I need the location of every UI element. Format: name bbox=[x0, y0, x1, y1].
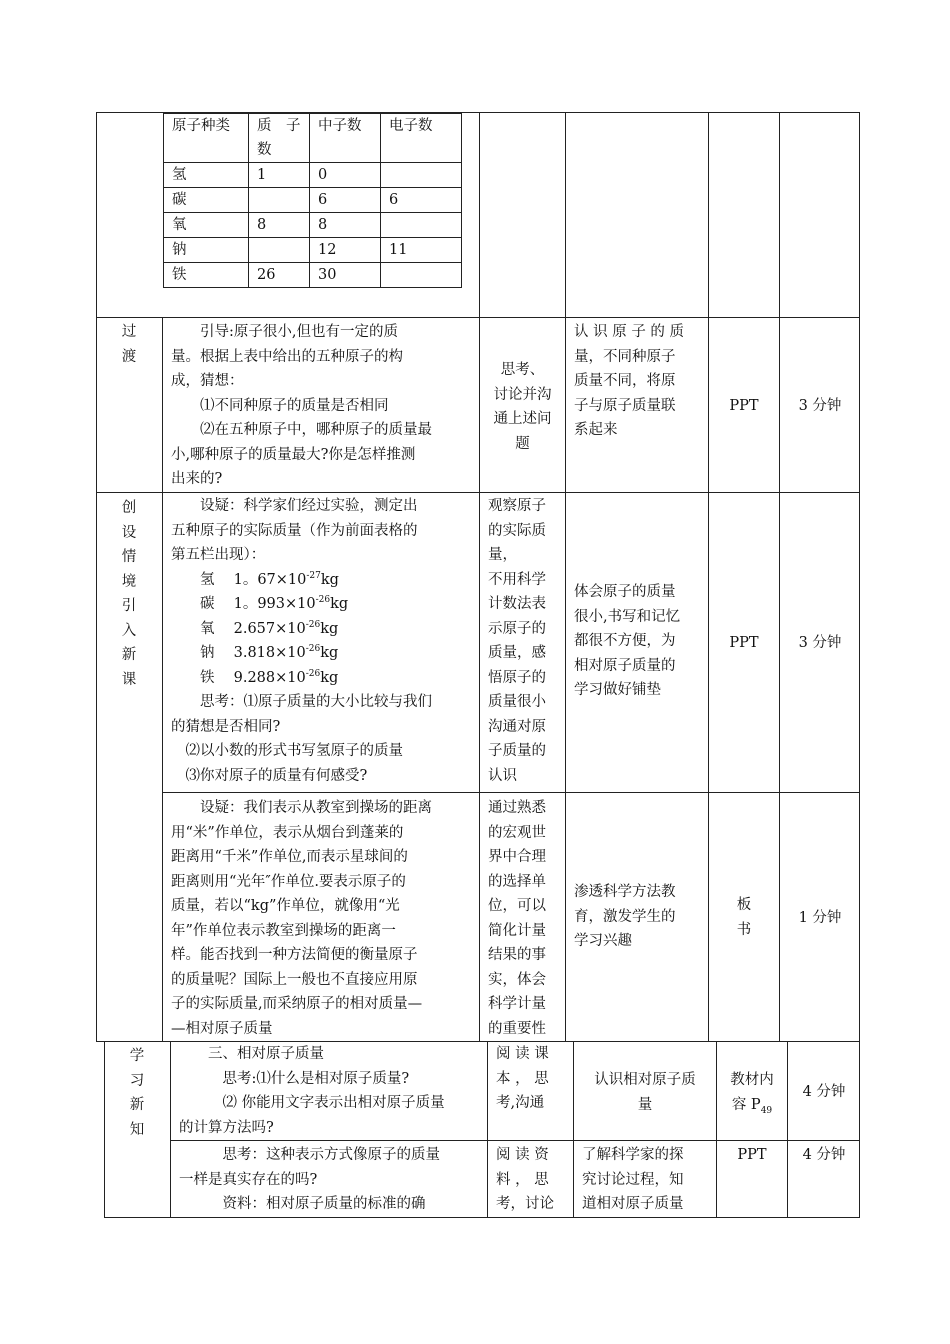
purpose-line: 学习做好铺垫 bbox=[574, 682, 661, 698]
mass-line bbox=[171, 592, 476, 617]
mass-line bbox=[171, 617, 476, 642]
atom-table-cell: 12 bbox=[310, 238, 381, 263]
atom-table-cell: 钠 bbox=[164, 238, 249, 263]
student-line: 本 ， 思 bbox=[496, 1070, 549, 1087]
atom-table-row bbox=[164, 213, 462, 238]
sheyi-purpose bbox=[574, 880, 706, 954]
mass-element: 碳 bbox=[200, 596, 215, 612]
xuexi-student bbox=[496, 1042, 570, 1116]
xuexi-purpose bbox=[574, 1068, 716, 1117]
atom-table-cell bbox=[381, 163, 462, 188]
mass-line bbox=[171, 641, 476, 666]
guodu-media: PPT bbox=[729, 398, 759, 414]
purpose-line: 体会原子的质量 bbox=[574, 584, 676, 600]
student-line: 的选择单 bbox=[488, 873, 546, 890]
content-line: 小,哪种原子的质量最大?你是怎样推测 bbox=[171, 446, 416, 463]
purpose-line: 道相对原子质量 bbox=[582, 1196, 684, 1212]
lower-col-divider-stage bbox=[170, 1042, 171, 1218]
student-line: 沟通对原 bbox=[488, 718, 546, 735]
mass-value: 2.657×10 bbox=[233, 620, 306, 637]
mass-unit: kg bbox=[320, 620, 339, 637]
mass-unit: kg bbox=[320, 571, 339, 588]
atom-table-cell: 8 bbox=[249, 213, 310, 238]
mass-exponent: -27 bbox=[306, 570, 321, 581]
mass-exponent: -26 bbox=[305, 619, 321, 630]
stage-char: 创 bbox=[121, 500, 137, 516]
student-line: 位，可以 bbox=[488, 898, 546, 914]
mass-element: 氢 bbox=[200, 571, 215, 588]
purpose-line: 质量不同，将原 bbox=[574, 373, 676, 389]
lower-row-divider bbox=[170, 1140, 860, 1141]
content-line: 量。根据上表中给出的五种原子的构 bbox=[171, 348, 403, 365]
student-line: 不用科学 bbox=[488, 571, 546, 588]
student-line: 结果的事 bbox=[488, 947, 546, 963]
page-number: 49 bbox=[760, 1105, 773, 1116]
media-line bbox=[717, 1093, 787, 1118]
atom-table-header-cell: 原子种类 bbox=[164, 114, 249, 163]
purpose-line: 量，不同种原子 bbox=[574, 348, 676, 365]
media-sub-prefix: 容 P bbox=[731, 1096, 761, 1113]
student-line: 量， bbox=[488, 547, 517, 563]
stage-label-xuexi bbox=[125, 1044, 149, 1142]
purpose-line: 量 bbox=[637, 1096, 653, 1113]
chuangshe-content bbox=[171, 494, 476, 788]
sheyi-media bbox=[709, 893, 779, 942]
student-line: 题 bbox=[515, 435, 530, 452]
student-line: 料 ， 思 bbox=[496, 1171, 549, 1188]
atom-table-cell bbox=[381, 213, 462, 238]
atom-table-cell: 8 bbox=[310, 213, 381, 238]
col-divider-content bbox=[479, 112, 480, 1042]
guodu-time: 3 分钟 bbox=[798, 398, 842, 414]
student-line: 界中合理 bbox=[488, 849, 546, 865]
stage-char: 引 bbox=[121, 598, 137, 614]
xuexi2-purpose bbox=[582, 1143, 714, 1217]
mass-unit: kg bbox=[330, 596, 349, 612]
col-divider-media bbox=[779, 112, 780, 1042]
media-line: 板 bbox=[736, 897, 752, 913]
atom-table-header bbox=[164, 114, 462, 163]
stage-char: 入 bbox=[121, 622, 137, 639]
atom-table-row bbox=[164, 238, 462, 263]
content-line: 成，猜想： bbox=[171, 373, 244, 389]
student-line: 质量很小 bbox=[488, 694, 546, 710]
atom-table-header-cell: 质 子数 bbox=[249, 114, 310, 163]
mass-value: 1。67×10 bbox=[233, 571, 307, 588]
content-line: —相对原子质量 bbox=[171, 1020, 273, 1037]
xuexi2-content bbox=[179, 1143, 484, 1217]
purpose-line: 渗透科学方法教 bbox=[574, 884, 676, 900]
atom-table-row bbox=[164, 188, 462, 213]
student-line: 思考、 bbox=[500, 362, 545, 378]
stage-char: 新 bbox=[129, 1097, 145, 1113]
content-line: 质量，若以“kg”作单位，就像用“光 bbox=[171, 898, 400, 914]
student-line: 悟原子的 bbox=[488, 669, 546, 686]
guodu-purpose bbox=[574, 320, 704, 443]
content-line: 距离用“千米”作单位,而表示星球间的 bbox=[171, 849, 408, 865]
stage-label-chuangshe bbox=[117, 496, 141, 692]
content-line: 思考:⑴什么是相对原子质量? bbox=[179, 1070, 410, 1087]
student-line: 认识 bbox=[488, 767, 517, 784]
stage-char: 学 bbox=[129, 1048, 145, 1064]
purpose-line: 学习兴趣 bbox=[574, 933, 632, 949]
content-line: 一样是真实存在的吗? bbox=[179, 1171, 318, 1188]
student-line: 的实际质 bbox=[488, 522, 546, 539]
purpose-line: 认识相对原子质 bbox=[594, 1072, 696, 1088]
content-line: 思考：⑴原子质量的大小比较与我们 bbox=[171, 694, 432, 710]
row-divider-1 bbox=[96, 317, 860, 318]
purpose-line: 了解科学家的探 bbox=[582, 1147, 684, 1163]
row-divider-3 bbox=[162, 792, 860, 793]
content-line: ⑴不同种原子的质量是否相同 bbox=[171, 397, 389, 414]
atom-table-cell: 30 bbox=[310, 263, 381, 288]
row-divider-2 bbox=[96, 492, 860, 493]
atom-table-cell bbox=[249, 188, 310, 213]
content-line: 设疑：我们表示从教室到操场的距离 bbox=[171, 800, 432, 816]
content-line: 距离则用“光年″作单位.要表示原子的 bbox=[171, 873, 406, 890]
stage-char: 过 bbox=[121, 324, 137, 340]
student-line: 科学计量 bbox=[488, 996, 546, 1012]
content-line: 的质量呢？国际上一般也不直接应用原 bbox=[171, 971, 418, 988]
student-line: 质量，感 bbox=[488, 645, 546, 661]
purpose-line: 相对原子质量的 bbox=[574, 657, 676, 674]
xuexi2-time: 4 分钟 bbox=[802, 1147, 846, 1163]
atom-table-header-cell: 中子数 bbox=[310, 114, 381, 163]
student-line: 子质量的 bbox=[488, 743, 546, 759]
content-line: 五种原子的实际质量（作为前面表格的 bbox=[171, 522, 418, 539]
stage-label-guodu bbox=[117, 320, 141, 369]
student-line: 通过熟悉 bbox=[488, 800, 546, 816]
mass-element: 钠 bbox=[200, 645, 215, 661]
atom-table-cell: 26 bbox=[249, 263, 310, 288]
atom-table-cell: 氢 bbox=[164, 163, 249, 188]
mass-value: 3.818×10 bbox=[233, 645, 306, 661]
content-line: 样。能否找到一种方法简便的衡量原子 bbox=[171, 947, 418, 963]
stage-char: 知 bbox=[129, 1121, 145, 1138]
mass-line bbox=[171, 568, 476, 593]
atom-table-row bbox=[164, 163, 462, 188]
student-line: 阅 读 资 bbox=[496, 1147, 549, 1163]
content-line: 第五栏出现）： bbox=[171, 547, 266, 563]
student-line: 实，体会 bbox=[488, 971, 546, 988]
content-line: 设疑：科学家们经过实验，测定出 bbox=[171, 498, 418, 514]
chuangshe-purpose bbox=[574, 580, 706, 703]
atom-table-cell bbox=[381, 263, 462, 288]
student-line: 简化计量 bbox=[488, 922, 546, 939]
content-line: 出来的? bbox=[171, 471, 223, 487]
student-line: 通上述问 bbox=[493, 411, 552, 427]
lower-col-divider-media bbox=[787, 1042, 788, 1218]
stage-char: 境 bbox=[121, 573, 137, 590]
media-line: 教材内 bbox=[730, 1072, 774, 1088]
stage-char: 情 bbox=[121, 549, 137, 565]
atom-table-row bbox=[164, 263, 462, 288]
student-line: 示原子的 bbox=[488, 620, 546, 637]
purpose-line: 都很不方便，为 bbox=[574, 633, 676, 649]
student-line: 的重要性 bbox=[488, 1020, 546, 1037]
atom-table-cell: 6 bbox=[310, 188, 381, 213]
student-line: 的宏观世 bbox=[488, 824, 546, 841]
stage-char: 渡 bbox=[121, 348, 137, 365]
content-line: 子的实际质量,而采纳原子的相对质量— bbox=[171, 996, 423, 1012]
col-divider-student bbox=[565, 112, 566, 1042]
atom-table-header-cell: 电子数 bbox=[381, 114, 462, 163]
content-line: ⑵ 你能用文字表示出相对原子质量 bbox=[179, 1095, 445, 1111]
purpose-line: 认 识 原 子 的 质 bbox=[574, 324, 685, 340]
purpose-line: 子与原子质量联 bbox=[574, 397, 676, 414]
xuexi2-media: PPT bbox=[737, 1147, 767, 1163]
lower-col-divider-content bbox=[487, 1042, 488, 1218]
student-line: 观察原子 bbox=[488, 498, 546, 514]
content-line: 年”作单位表示教室到操场的距离一 bbox=[171, 922, 396, 939]
stage-char: 习 bbox=[129, 1072, 145, 1089]
mass-element: 氧 bbox=[200, 620, 215, 637]
chuangshe-time: 3 分钟 bbox=[798, 635, 842, 651]
mass-exponent: -26 bbox=[305, 668, 321, 679]
guodu-student bbox=[480, 358, 565, 456]
mass-line bbox=[171, 666, 476, 691]
mass-unit: kg bbox=[320, 669, 339, 686]
content-line: 思考：这种表示方式像原子的质量 bbox=[179, 1147, 440, 1163]
purpose-line: 很小,书写和记忆 bbox=[574, 608, 681, 625]
student-line: 讨论并沟 bbox=[493, 386, 552, 403]
content-line: 资料：相对原子质量的标准的确 bbox=[179, 1196, 426, 1212]
mass-unit: kg bbox=[320, 645, 339, 661]
atom-table-cell bbox=[249, 238, 310, 263]
content-line: 三、相对原子质量 bbox=[179, 1046, 324, 1062]
purpose-line: 究讨论过程，知 bbox=[582, 1171, 684, 1188]
atom-table bbox=[163, 113, 462, 288]
atom-table-cell: 碳 bbox=[164, 188, 249, 213]
col-divider-stage bbox=[162, 317, 163, 1042]
chuangshe-student bbox=[488, 494, 564, 788]
xuexi-content bbox=[179, 1042, 484, 1140]
atom-table-cell: 氧 bbox=[164, 213, 249, 238]
xuexi-time: 4 分钟 bbox=[802, 1084, 846, 1100]
mass-value: 9.288×10 bbox=[233, 669, 306, 686]
content-line: ⑶你对原子的质量有何感受? bbox=[171, 767, 368, 784]
sheyi-time: 1 分钟 bbox=[798, 910, 842, 926]
mass-element: 铁 bbox=[200, 669, 215, 686]
guodu-content bbox=[171, 320, 476, 492]
purpose-line: 系起来 bbox=[574, 422, 618, 438]
atom-table-cell: 铁 bbox=[164, 263, 249, 288]
media-line: 书 bbox=[736, 921, 752, 938]
mass-exponent: -26 bbox=[315, 595, 331, 606]
content-line: 引导:原子很小,但也有一定的质 bbox=[171, 324, 398, 340]
purpose-line: 育，激发学生的 bbox=[574, 908, 676, 925]
content-line: ⑵在五种原子中，哪种原子的质量最 bbox=[171, 422, 432, 438]
atom-table-cell: 11 bbox=[381, 238, 462, 263]
content-line: 的计算方法吗? bbox=[179, 1119, 274, 1136]
stage-char: 新 bbox=[121, 647, 137, 663]
mass-exponent: -26 bbox=[305, 644, 321, 655]
student-line: 考,沟通 bbox=[496, 1095, 545, 1111]
atom-table-cell: 6 bbox=[381, 188, 462, 213]
xuexi-media bbox=[717, 1068, 787, 1117]
student-line: 阅 读 课 bbox=[496, 1046, 549, 1062]
content-line: ⑵以小数的形式书写氢原子的质量 bbox=[171, 743, 403, 759]
content-line: 用“米”作单位，表示从烟台到蓬莱的 bbox=[171, 824, 404, 841]
stage-char: 课 bbox=[121, 671, 137, 688]
atom-table-cell: 0 bbox=[310, 163, 381, 188]
chuangshe-media: PPT bbox=[729, 635, 759, 651]
student-line: 计数法表 bbox=[488, 596, 546, 612]
content-line: 的猜想是否相同? bbox=[171, 718, 281, 735]
student-line: 考，讨论 bbox=[496, 1196, 554, 1212]
sheyi-content bbox=[171, 796, 476, 1041]
sheyi-student bbox=[488, 796, 564, 1041]
stage-char: 设 bbox=[121, 524, 137, 541]
mass-value: 1。993×10 bbox=[233, 596, 316, 612]
atom-table-cell: 1 bbox=[249, 163, 310, 188]
xuexi2-student bbox=[496, 1143, 570, 1217]
